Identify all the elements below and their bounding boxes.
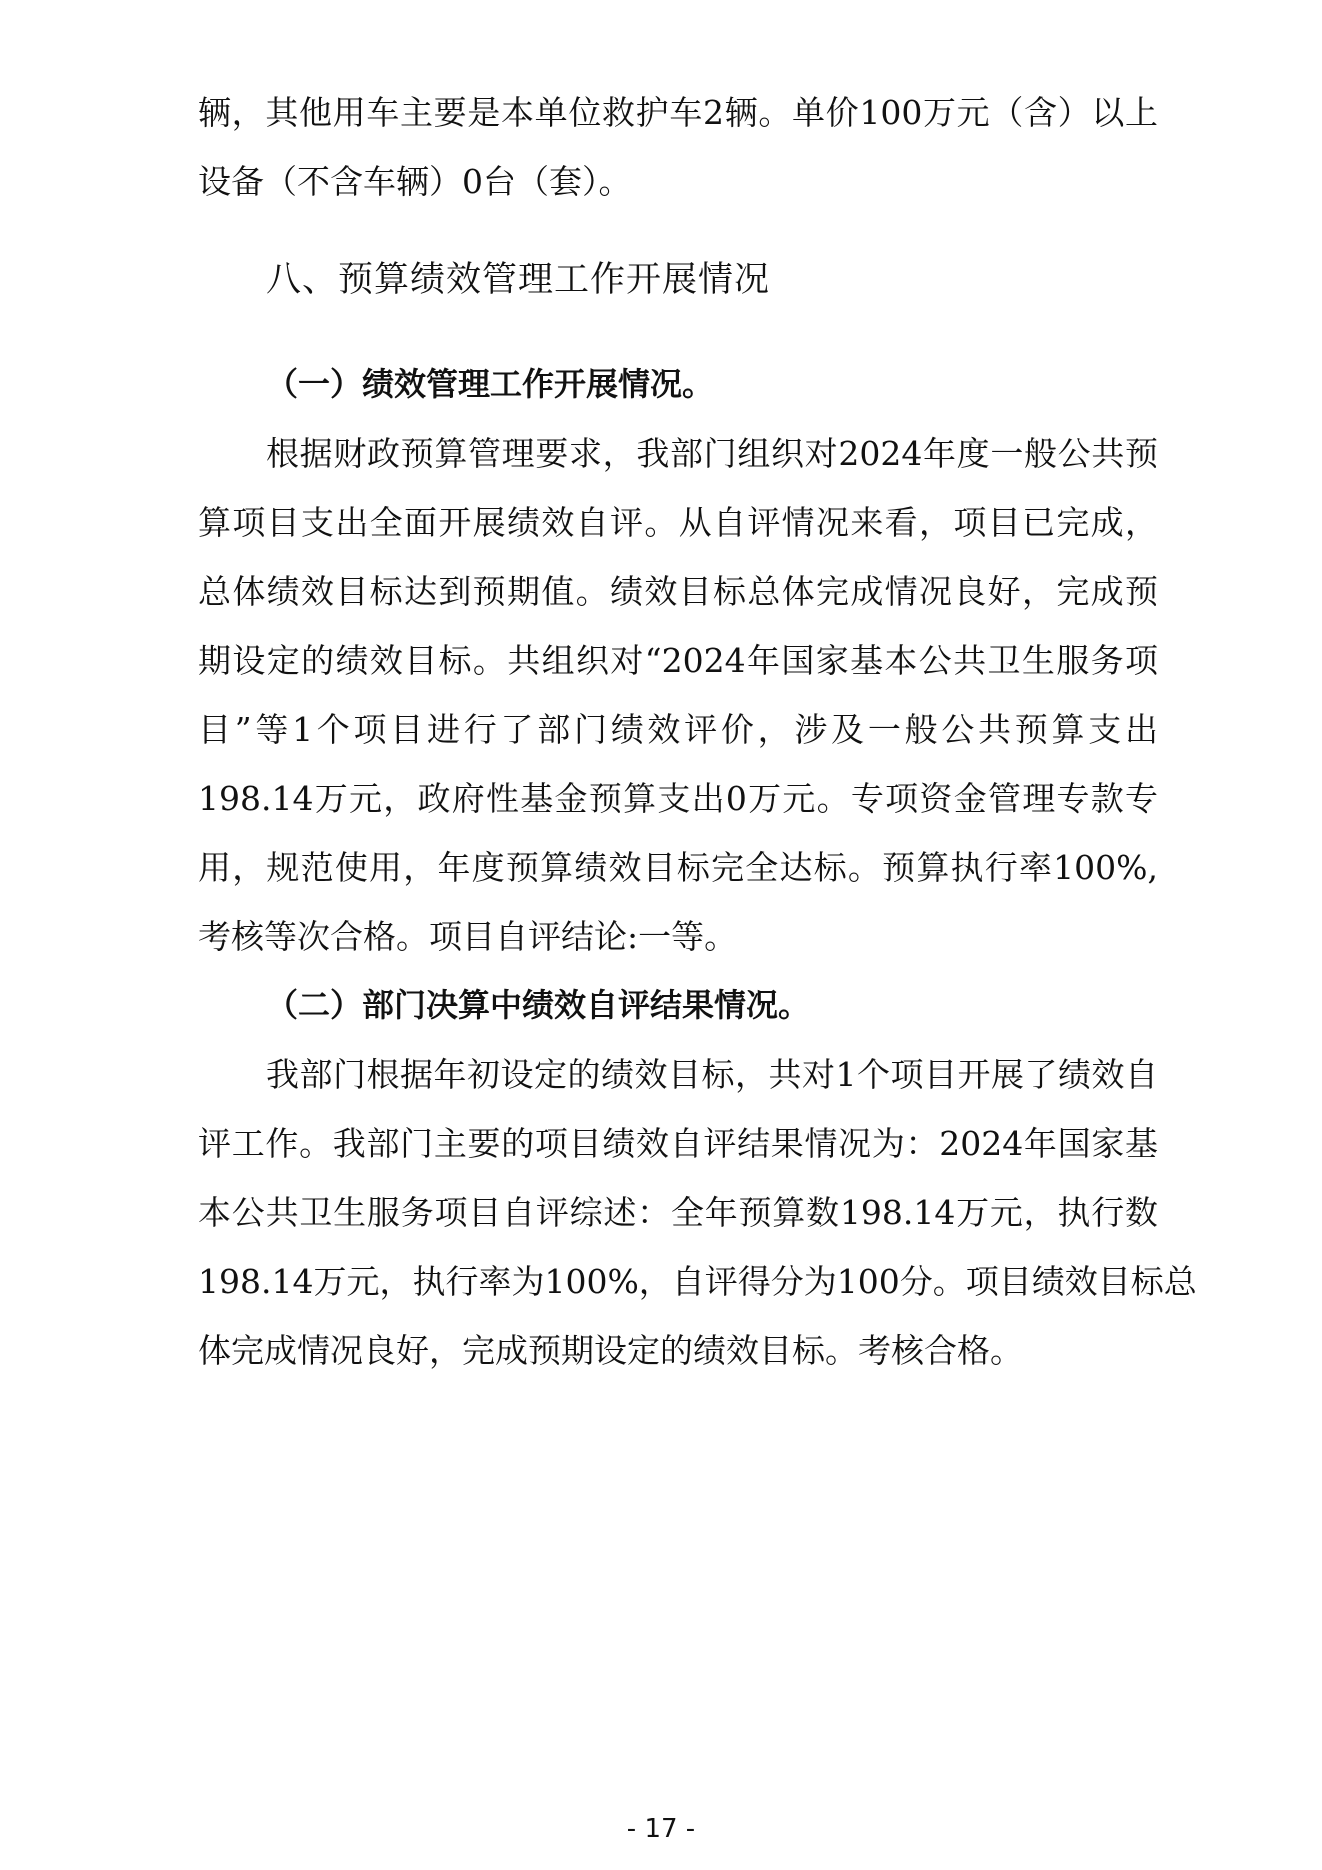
subsection-title-2: （二）部门决算中绩效自评结果情况。 <box>266 986 811 1024</box>
text-line: 辆，其他用车主要是本单位救护车2辆。单价100万元（含）以上 <box>198 93 1158 132</box>
text-line: 总体绩效目标达到预期值。绩效目标总体完成情况良好，完成预 <box>198 572 1158 611</box>
text-line: 体完成情况良好，完成预期设定的绩效目标。考核合格。 <box>198 1331 1023 1370</box>
subsection-title-1: （一）绩效管理工作开展情况。 <box>266 365 715 403</box>
text-line: 198.14万元，执行率为100%，自评得分为100分。项目绩效目标总 <box>198 1262 1197 1301</box>
text-line: 根据财政预算管理要求，我部门组织对2024年度一般公共预 <box>266 434 1158 473</box>
text-line: 本公共卫生服务项目自评综述：全年预算数198.14万元，执行数 <box>198 1193 1158 1232</box>
section-title: 八、预算绩效管理工作开展情况 <box>266 260 771 300</box>
text-line: 198.14万元，政府性基金预算支出0万元。专项资金管理专款专 <box>198 779 1158 818</box>
section-body <box>198 350 1197 1385</box>
text-line: 目”等1个项目进行了部门绩效评价，涉及一般公共预算支出 <box>198 710 1158 749</box>
text-line: 用，规范使用，年度预算绩效目标完全达标。预算执行率100%, <box>198 848 1158 887</box>
text-line: 我部门根据年初设定的绩效目标，共对1个项目开展了绩效自 <box>266 1055 1158 1094</box>
intro-paragraph <box>198 78 1158 216</box>
text-line: 考核等次合格。项目自评结论:一等。 <box>198 917 738 956</box>
text-line: 评工作。我部门主要的项目绩效自评结果情况为：2024年国家基 <box>198 1124 1158 1163</box>
text-line: 期设定的绩效目标。共组织对“2024年国家基本公共卫生服务项 <box>198 641 1158 680</box>
text-line: 算项目支出全面开展绩效自评。从自评情况来看，项目已完成， <box>198 503 1158 542</box>
page-number: - 17 - <box>626 1814 696 1844</box>
text-line: 设备（不含车辆）0台（套）。 <box>198 162 632 201</box>
